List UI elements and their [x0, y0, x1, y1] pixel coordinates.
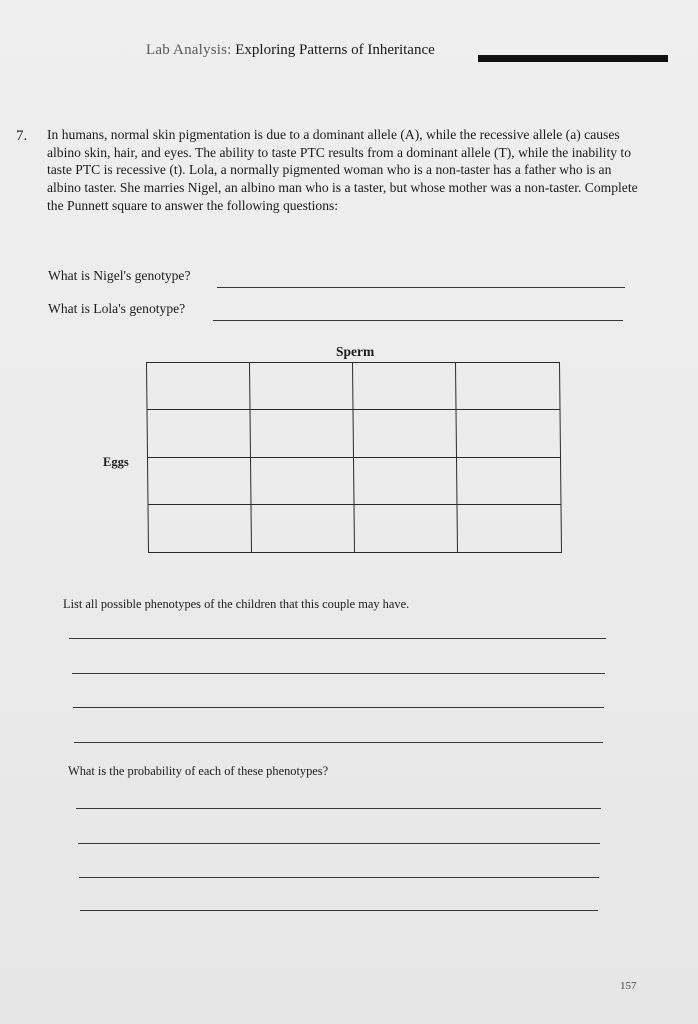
nigel-genotype-prompt: What is Nigel's genotype?	[48, 268, 191, 283]
header-rule-bar	[478, 55, 668, 62]
punnett-cell[interactable]	[251, 410, 354, 457]
phenotype-answer-line[interactable]	[74, 742, 603, 743]
page-number: 157	[620, 980, 637, 992]
punnett-cell[interactable]	[353, 363, 456, 410]
phenotypes-prompt: List all possible phenotypes of the children that this couple may have.	[63, 597, 410, 611]
probability-answer-line[interactable]	[79, 877, 599, 878]
probability-answer-line[interactable]	[80, 910, 598, 911]
punnett-cell[interactable]	[251, 458, 354, 505]
phenotype-answer-line[interactable]	[69, 638, 606, 639]
probability-answer-line[interactable]	[76, 808, 601, 809]
lola-genotype-prompt: What is Lola's genotype?	[48, 301, 186, 316]
punnett-cell[interactable]	[354, 458, 457, 505]
punnett-cell[interactable]	[457, 458, 560, 505]
punnett-cell[interactable]	[457, 505, 560, 552]
punnett-cell[interactable]	[148, 458, 251, 505]
punnett-cell[interactable]	[148, 505, 251, 552]
punnett-cell[interactable]	[456, 363, 559, 410]
probability-prompt: What is the probability of each of these phenotypes?	[68, 764, 329, 778]
punnett-cell[interactable]	[354, 410, 457, 457]
punnett-sperm-label: Sperm	[336, 344, 375, 359]
lola-answer-line[interactable]	[213, 320, 623, 321]
phenotype-answer-line[interactable]	[72, 673, 605, 674]
punnett-square	[146, 362, 562, 553]
punnett-cell[interactable]	[148, 410, 251, 457]
punnett-cell[interactable]	[354, 505, 457, 552]
header-lab-label: Lab Analysis:	[146, 42, 232, 58]
probability-answer-line[interactable]	[78, 843, 600, 844]
question-text: In humans, normal skin pigmentation is due to a dominant allele (A), while the recessive allele (a) causes albino skin, hair, and eyes. The ability to taste PTC results from a dominant allele (T), while the inability to taste PTC is recessive (t). Lola, a normally pigmented woman who is a non-taster has a father who is an albino taster. She marries Nigel, an albino man who is a taster, but whose mother was a non-taster. Complete the Punnett square to answer the following questions:	[47, 127, 638, 213]
punnett-cell[interactable]	[250, 363, 353, 410]
punnett-cell[interactable]	[251, 505, 354, 552]
punnett-eggs-label: Eggs	[103, 455, 129, 469]
punnett-cell[interactable]	[457, 410, 560, 457]
header-title: Exploring Patterns of Inheritance	[235, 42, 435, 58]
nigel-answer-line[interactable]	[217, 287, 625, 288]
punnett-cell[interactable]	[147, 363, 250, 410]
question-number: 7.	[16, 128, 28, 144]
phenotype-answer-line[interactable]	[73, 707, 604, 708]
